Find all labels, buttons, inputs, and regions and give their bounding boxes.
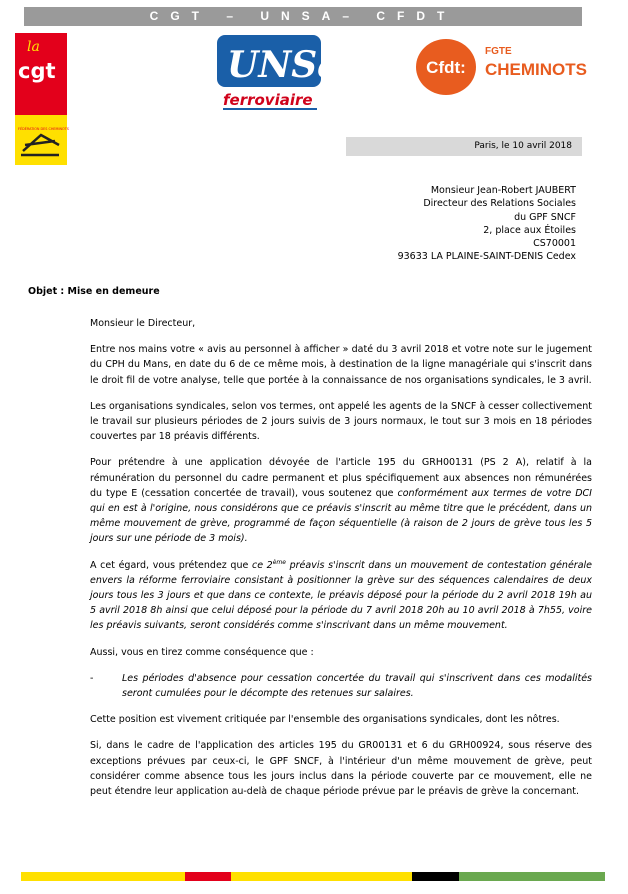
subject-text: Mise en demeure — [67, 286, 160, 297]
address-line: du GPF SNCF — [514, 211, 576, 223]
footer-segment — [231, 872, 412, 881]
list-item — [90, 671, 592, 701]
footer-segment — [21, 872, 185, 881]
cgt-logo-yellow-block — [15, 115, 67, 165]
cfdt-logo-badge — [415, 38, 477, 96]
address-line: 2, place aux Étoiles — [483, 224, 576, 236]
paragraph-6: Cette position est vivement critiquée par l'ensemble des organisations syndicales, dont les nôtres. — [90, 714, 560, 726]
subject-line — [28, 286, 160, 297]
header-banner: CGT – UNSA– CFDT — [24, 7, 582, 26]
salutation: Monsieur le Directeur, — [90, 318, 196, 329]
paragraph-5: Aussi, vous en tirez comme conséquence que : — [90, 646, 314, 658]
cgt-logo — [15, 33, 67, 165]
address-line: 93633 LA PLAINE-SAINT-DENIS Cedex — [397, 251, 576, 263]
cfdt-logo — [415, 38, 587, 96]
cgt-logo-la: la — [27, 39, 40, 55]
footer-color-bar — [21, 872, 605, 881]
paragraph-4-quote: préavis s'inscrit dans un mouvement de contestation générale envers la réforme ferroviaire consistant à positionner la grève sur des séquences calendaires de deux jours tous les 3 jours et que dans ce contexte, le préavis déposé pour la période du 2 avril 2018 19h au 5 avril 2018 8h ainsi que celui déposé pour la période du 7 avril 2018 20h au 10 avril 2018 à 7h55, voire les préavis suivants, seront considérés comme s'inscrivant dans un même mouvement. — [90, 559, 592, 632]
paragraph-3 — [90, 455, 592, 546]
address-line: Directeur des Relations Sociales — [423, 198, 576, 210]
footer-segment — [412, 872, 459, 881]
unsa-logo-subtitle: ferroviaire — [223, 91, 313, 109]
subject-label: Objet : — [28, 286, 65, 297]
paragraph-4 — [90, 558, 592, 634]
paragraph-7: Si, dans le cadre de l'application des articles 195 du GR00131 et 6 du GRH00924, sous réserve des exceptions prévues par ceux-ci, le GPF SNCF, à l'intérieur d'un même mouvement de grève, peut considérer comme absence tous les jours inclus dans la période couverte par ce mouvement, elle ne peut étendre leur application au-delà de chaque période prévue par le préavis de grève la concernant. — [90, 740, 592, 798]
address-line: Monsieur Jean-Robert JAUBERT — [430, 185, 576, 196]
footer-segment — [459, 872, 605, 881]
paragraph-4-text: A cet égard, vous prétendez que — [90, 559, 252, 571]
cfdt-logo-org: FGTE — [485, 46, 512, 57]
cfdt-logo-subtitle: CHEMINOTS — [485, 60, 587, 79]
list-item-text: Les périodes d'absence pour cessation concertée du travail qui s'inscrivent dans ces modalités seront cumulées pour le décompte des retenues sur salaires. — [122, 672, 592, 700]
paragraph-3-text: Pour prétendre à une application dévoyée de l'article 195 du GRH00131 (PS 2 A), relatif à la rémunération du personnel du cadre permanent et plus spécifiquement aux absences non rémunérées du type E (cessation concertée de travail), vous soutenez que — [90, 457, 592, 499]
paragraph-4-quote-start: ce 2 — [251, 559, 273, 571]
cgt-logo-title: cgt — [18, 59, 56, 83]
address-line: CS70001 — [533, 238, 576, 250]
paragraph-1: Entre nos mains votre « avis au personnel à afficher » daté du 3 avril 2018 et votre note sur le jugement du CPH du Mans, en date du 6 de ce même mois, à destination de la ligne managériale qui s'inscrit dans le droit fil de votre analyse, telle que portée à la connaissance de nos organisations syndicales, le 3 avril. — [90, 344, 592, 386]
paragraph-3-quote: conformément aux termes de votre DCI qui en est à l'origine, nous considérons que ce préavis s'inscrit au même titre que le précédent, dans un même mouvement de grève, programmé de façon séquentielle (à raison de 2 jours de grève tous les 5 jours sur une période de 3 mois). — [90, 487, 592, 545]
date-line: Paris, le 10 avril 2018 — [346, 137, 582, 156]
unsa-logo — [215, 33, 341, 113]
paragraph-2: Les organisations syndicales, selon vos termes, ont appelé les agents de la SNCF à cesser collectivement le travail sur plusieurs périodes de 2 jours suivis de 3 jours normaux, le tout sur 3 mois en 18 périodes couvertes par 18 préavis différents. — [90, 400, 592, 443]
unsa-logo-title: UNSa — [227, 44, 341, 86]
list-bullet: - — [90, 672, 94, 684]
footer-segment — [185, 872, 232, 881]
cgt-logo-subtitle: FÉDÉRATION DES CHEMINOTS — [18, 127, 69, 131]
paragraph-4-superscript: ème — [272, 558, 286, 566]
cfdt-logo-name: Cfdt: — [426, 58, 466, 77]
letter-body — [90, 316, 592, 810]
recipient-address — [398, 184, 576, 264]
